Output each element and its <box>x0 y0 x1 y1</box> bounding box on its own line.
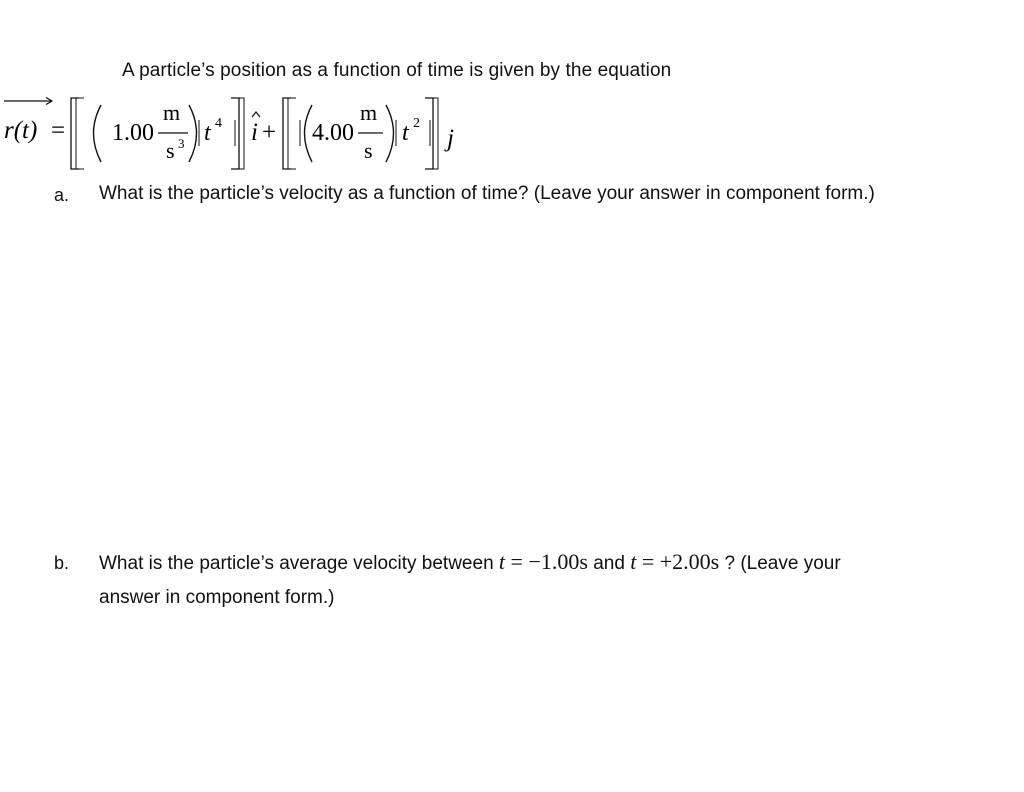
term1-outer-bracket-right <box>231 98 244 169</box>
term2-right-paren <box>386 105 394 162</box>
term1-coefficient: 1.00 <box>112 120 154 146</box>
question-b-t2-variable: t <box>630 549 637 574</box>
i-hat-caret <box>252 112 260 117</box>
question-a-label: a. <box>54 185 70 205</box>
term1-unit-numerator: m <box>163 100 181 125</box>
question-b-line2: answer in component form.) <box>99 587 335 608</box>
term1-left-paren <box>94 105 102 162</box>
term2-unit-numerator: m <box>360 100 378 125</box>
equation-svg <box>0 90 470 172</box>
problem-intro: A particle’s position as a function of time is given by the equation <box>122 60 672 81</box>
unit-vector-i: i <box>251 119 258 146</box>
question-b-line1 <box>99 549 841 575</box>
term1-time-variable: t <box>204 120 211 146</box>
question-b-text-before: What is the particle’s average velocity between <box>99 553 499 574</box>
position-equation <box>0 90 470 172</box>
question-a-text: What is the particle’s velocity as a function of time? (Leave your answer in component form.) <box>99 183 875 204</box>
question-b-t1-relation: = <box>505 549 529 574</box>
term1-unit-exponent: 3 <box>178 136 185 151</box>
term2-left-paren <box>305 105 313 162</box>
term2-outer-bracket-right <box>425 98 438 169</box>
term2-unit-denominator: s <box>364 138 373 163</box>
term2-time-variable: t <box>402 120 409 146</box>
term1-time-exponent: 4 <box>215 116 222 131</box>
question-b-middle: and <box>587 553 631 574</box>
term2-time-exponent: 2 <box>413 116 420 131</box>
term1-unit-denominator: s <box>166 138 175 163</box>
term1-outer-bracket <box>71 98 84 169</box>
term1-right-paren <box>189 105 197 162</box>
question-b-label: b. <box>54 553 70 573</box>
equals-sign: = <box>51 117 66 144</box>
unit-vector-j: j <box>447 125 454 152</box>
lhs-position-vector: r(t) <box>4 117 38 144</box>
term2-outer-bracket <box>283 98 296 169</box>
question-b-t1-variable: t <box>498 549 506 574</box>
question-b-t2-value: +2.00s <box>659 549 720 574</box>
question-b-t2-relation: = <box>636 549 660 574</box>
question-b-t1-value: −1.00s <box>528 549 588 574</box>
plus-sign: + <box>262 119 277 146</box>
term2-coefficient: 4.00 <box>312 120 354 146</box>
question-b-text-after: ? (Leave your <box>719 553 841 574</box>
